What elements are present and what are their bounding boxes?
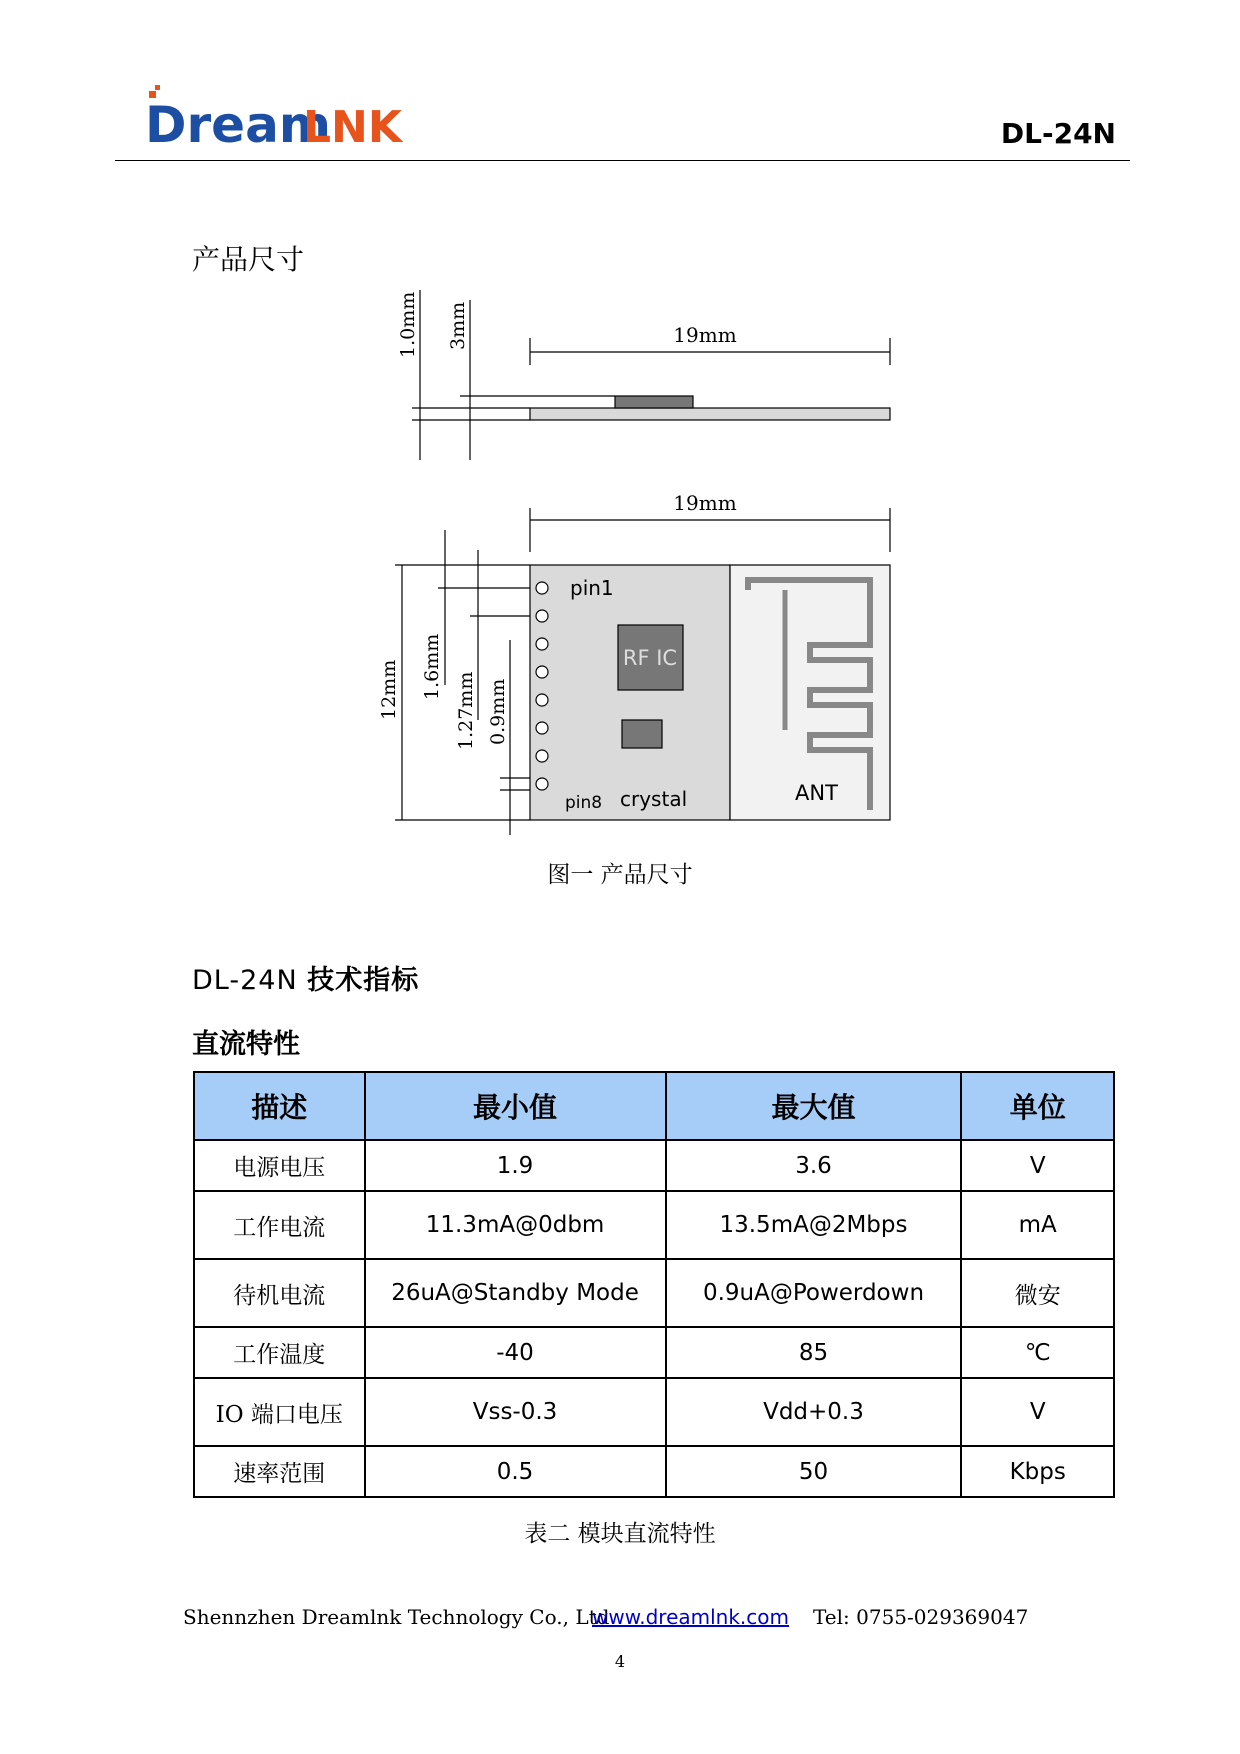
page-header <box>115 85 1130 161</box>
cell-description: 待机电流 <box>194 1259 365 1327</box>
top-label-a: 1.6mm <box>421 633 443 700</box>
table-header-row <box>194 1072 1114 1140</box>
cell-unit: Kbps <box>961 1446 1114 1497</box>
logo-text-accent: LNK <box>303 102 402 153</box>
footer-tel: Tel: 0755-029369047 <box>813 1605 1029 1629</box>
cell-unit: 微安 <box>961 1259 1114 1327</box>
cell-max: 0.9uA@Powerdown <box>666 1259 962 1327</box>
cell-unit: V <box>961 1140 1114 1191</box>
col-header-max: 最大值 <box>666 1072 962 1140</box>
footer-website-link[interactable]: www.dreamlnk.com <box>592 1605 790 1629</box>
col-header-min: 最小值 <box>365 1072 666 1140</box>
label-pin8: pin8 <box>565 793 603 813</box>
cell-max: 13.5mA@2Mbps <box>666 1191 962 1259</box>
col-header-description: 描述 <box>194 1072 365 1140</box>
cell-max: 50 <box>666 1446 962 1497</box>
section-title-spec-cn: 技术指标 <box>307 965 420 996</box>
cell-unit: ℃ <box>961 1327 1114 1378</box>
table-caption: 表二 模块直流特性 <box>524 1521 716 1547</box>
label-pin1: pin1 <box>570 576 614 600</box>
cell-max: 85 <box>666 1327 962 1378</box>
section-title-dc: 直流特性 <box>192 1029 300 1060</box>
top-label-width: 12mm <box>378 659 400 720</box>
side-pcb <box>530 408 890 420</box>
dreamlnk-logo <box>145 85 415 155</box>
dc-characteristics-table <box>193 1071 1115 1498</box>
logo-dot-small <box>155 85 160 90</box>
cell-min: 26uA@Standby Mode <box>365 1259 666 1327</box>
logo-text-main: Dream <box>145 96 331 154</box>
figure-caption: 图一 产品尺寸 <box>547 862 693 888</box>
table-row <box>194 1140 1114 1191</box>
cell-max: Vdd+0.3 <box>666 1378 962 1446</box>
cell-max: 3.6 <box>666 1140 962 1191</box>
section-title-size: 产品尺寸 <box>192 243 305 276</box>
page-number: 4 <box>614 1652 626 1671</box>
cell-description: 工作温度 <box>194 1327 365 1378</box>
cell-unit: mA <box>961 1191 1114 1259</box>
cell-min: 1.9 <box>365 1140 666 1191</box>
label-rf-ic: RF IC <box>622 646 678 670</box>
label-ant: ANT <box>795 781 838 805</box>
cell-description: 电源电压 <box>194 1140 365 1191</box>
label-crystal: crystal <box>620 787 688 811</box>
crystal-chip <box>622 720 662 748</box>
section-title-spec <box>192 958 419 997</box>
cell-min: -40 <box>365 1327 666 1378</box>
side-label-height: 3mm <box>447 301 469 350</box>
top-pcb-body <box>530 565 730 820</box>
section-title-spec-en: DL-24N <box>192 965 298 996</box>
table-row <box>194 1446 1114 1497</box>
cell-description: 速率范围 <box>194 1446 365 1497</box>
footer-company: Shennzhen Dreamlnk Technology Co., Ltd <box>183 1605 610 1629</box>
cell-min: Vss-0.3 <box>365 1378 666 1446</box>
top-label-c: 0.9mm <box>487 678 509 745</box>
table-row <box>194 1191 1114 1259</box>
cell-min: 0.5 <box>365 1446 666 1497</box>
table-row <box>194 1378 1114 1446</box>
side-label-length: 19mm <box>673 323 737 347</box>
side-label-thickness: 1.0mm <box>397 291 419 358</box>
table-row <box>194 1259 1114 1327</box>
model-number: DL-24N <box>1000 117 1116 150</box>
side-chip <box>615 396 693 408</box>
col-header-unit: 单位 <box>961 1072 1114 1140</box>
cell-description: IO 端口电压 <box>194 1378 365 1446</box>
table-row <box>194 1327 1114 1378</box>
cell-description: 工作电流 <box>194 1191 365 1259</box>
cell-min: 11.3mA@0dbm <box>365 1191 666 1259</box>
top-label-length: 19mm <box>673 491 737 515</box>
cell-unit: V <box>961 1378 1114 1446</box>
top-label-b: 1.27mm <box>455 671 477 750</box>
product-dimension-diagram <box>370 290 910 850</box>
